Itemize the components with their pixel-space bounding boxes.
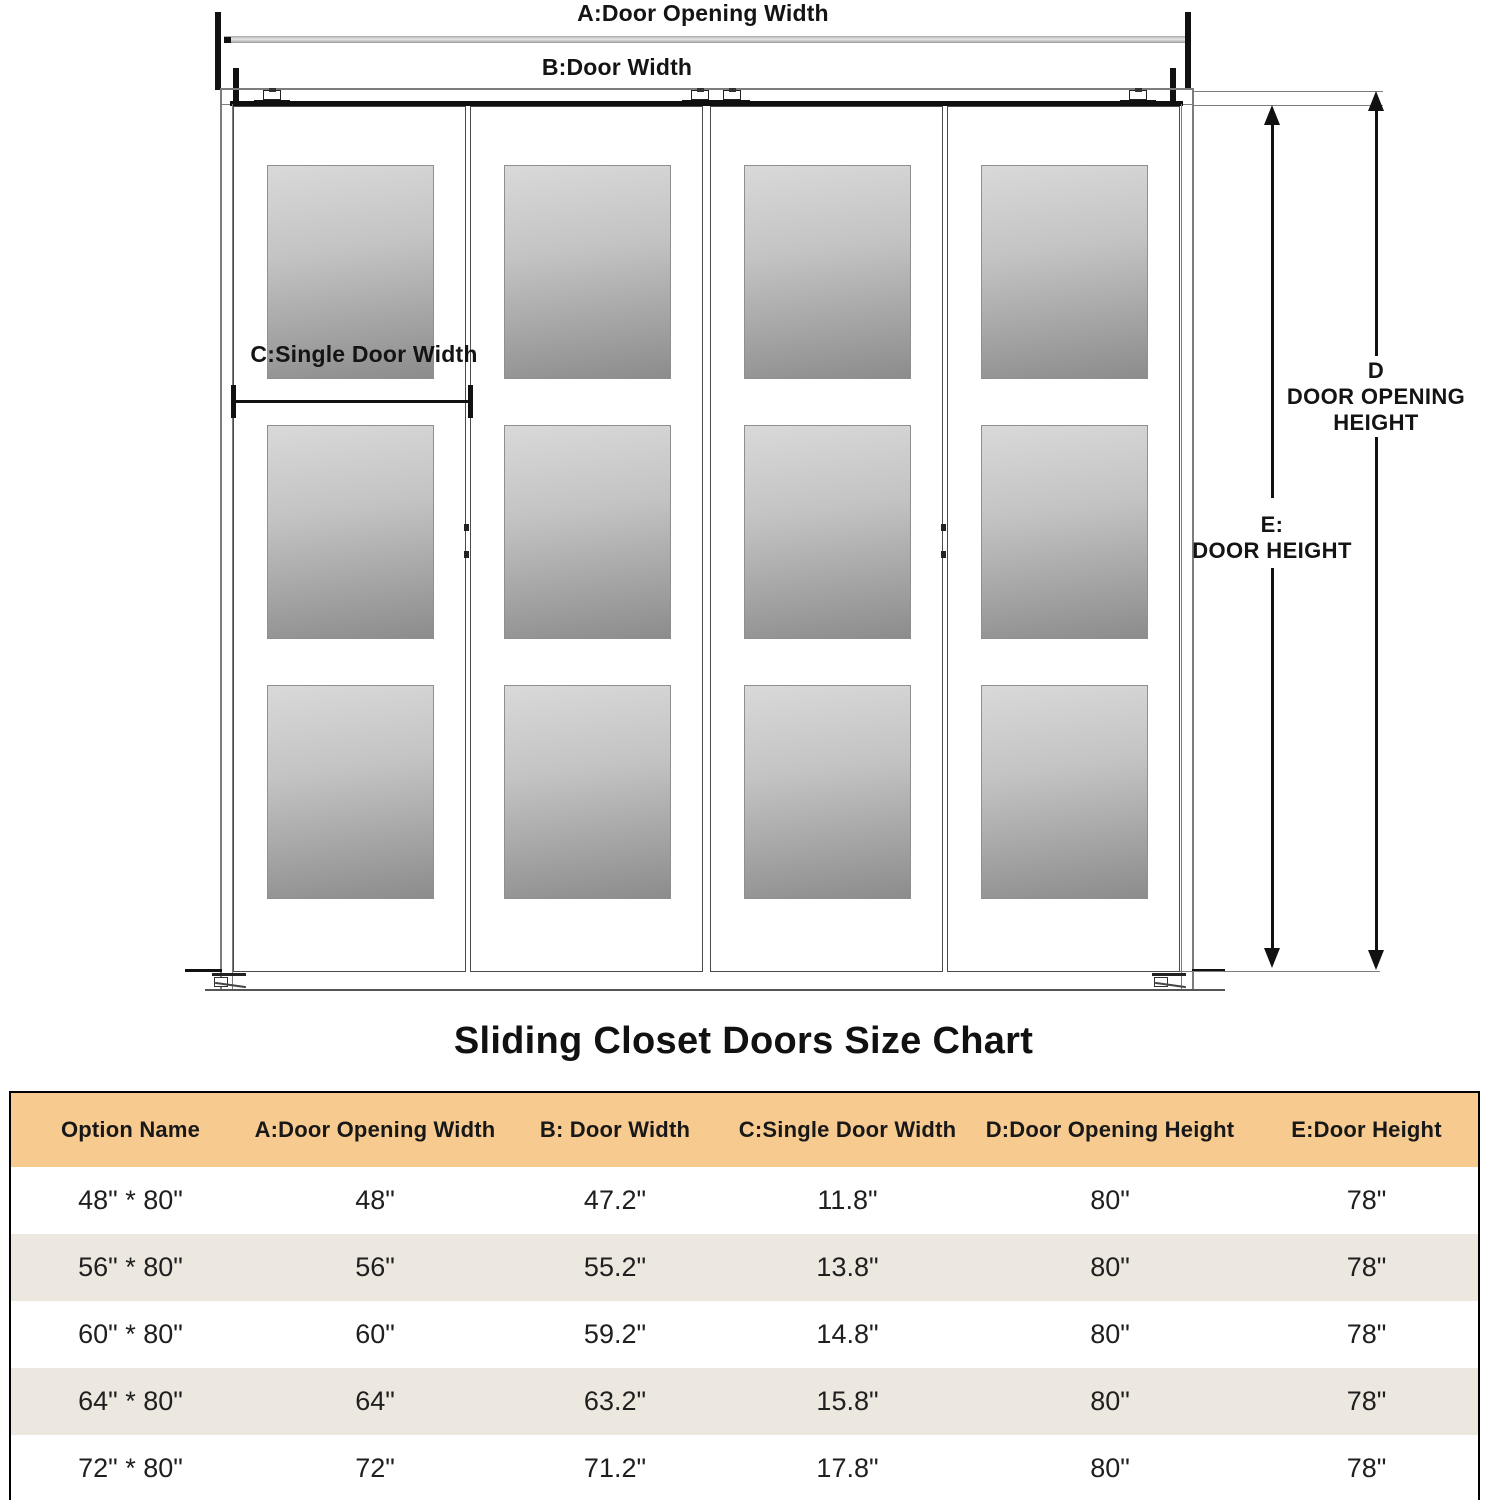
glass-pane <box>267 425 434 639</box>
table-row <box>10 1167 1479 1234</box>
table-cell: 56" * 80" <box>78 1252 183 1282</box>
dim-a-rail-end-cap <box>224 37 231 43</box>
dim-e-arrow-down-icon <box>1264 948 1280 968</box>
table-row <box>10 1435 1479 1500</box>
dim-c-label: C:Single Door Width <box>250 341 478 367</box>
table-cell: 14.8" <box>816 1319 879 1349</box>
dim-d-arrow-down-icon <box>1368 950 1384 970</box>
dim-e-line-top <box>1271 124 1274 498</box>
table-cell: 78" <box>1346 1319 1387 1349</box>
size-chart-table <box>9 1091 1480 1500</box>
table-header-row <box>10 1092 1479 1167</box>
roller-icon <box>254 88 290 103</box>
dim-a-rail <box>224 36 1185 43</box>
guide-plate <box>1152 973 1186 976</box>
guide-plate <box>212 973 246 976</box>
glass-pane <box>504 425 671 639</box>
table-cell: 72" * 80" <box>78 1453 183 1483</box>
table-cell: 80" <box>1090 1386 1130 1416</box>
glass-pane <box>744 165 911 379</box>
table-cell: 80" <box>1090 1453 1130 1483</box>
dim-e-arrow-up-icon <box>1264 105 1280 125</box>
table-cell: 56" <box>355 1252 395 1282</box>
dim-d-line-bottom <box>1375 437 1378 950</box>
jamb-right-inner <box>1181 104 1182 991</box>
dim-d-label-line1: D <box>1367 358 1385 383</box>
table-cell: 80" <box>1090 1185 1130 1215</box>
table-cell: 47.2" <box>583 1185 647 1215</box>
table-cell: 17.8" <box>816 1453 879 1483</box>
glass-pane <box>267 685 434 899</box>
glass-pane <box>504 685 671 899</box>
dim-d-label-line3: HEIGHT <box>1333 410 1419 435</box>
table-cell: 78" <box>1346 1252 1387 1282</box>
glass-pane <box>744 685 911 899</box>
table-cell: 78" <box>1346 1453 1387 1483</box>
table-cell: 48" <box>355 1185 395 1215</box>
roller-icon <box>714 88 750 103</box>
door-panel-1 <box>233 106 466 972</box>
roller-plate <box>682 100 718 103</box>
roller-knob <box>697 88 704 92</box>
table-cell: 80" <box>1090 1319 1130 1349</box>
dim-d-label-line2: DOOR OPENING <box>1286 384 1466 409</box>
dim-b-label: B:Door Width <box>541 54 693 80</box>
column-header: C:Single Door Width <box>730 1092 965 1167</box>
door-bottom-ref-line <box>1180 971 1380 972</box>
dim-c-line <box>233 400 473 403</box>
roller-icon <box>1120 88 1156 103</box>
dim-d-label <box>1287 358 1465 436</box>
glass-pane <box>744 425 911 639</box>
table-cell: 13.8" <box>816 1252 879 1282</box>
dim-a-tick-left <box>215 12 221 90</box>
table-cell: 78" <box>1346 1386 1387 1416</box>
column-header: D:Door Opening Height <box>965 1092 1255 1167</box>
dim-c-tick-right <box>468 385 473 418</box>
hinge-icon <box>941 551 946 558</box>
dim-e-line-bottom <box>1271 568 1274 948</box>
dim-e-label-line2: DOOR HEIGHT <box>1192 538 1352 563</box>
table-cell: 48" * 80" <box>78 1185 183 1215</box>
dim-e-label <box>1192 512 1352 564</box>
top-ref-line-opening <box>1193 91 1383 92</box>
column-header: E:Door Height <box>1255 1092 1479 1167</box>
bottom-tick-left <box>185 969 222 972</box>
table-cell: 72" <box>355 1453 395 1483</box>
hinge-icon <box>941 524 946 531</box>
page-title: Sliding Closet Doors Size Chart <box>453 1020 1034 1062</box>
table-cell: 78" <box>1346 1185 1387 1215</box>
dim-a-tick-right <box>1185 12 1191 90</box>
dim-d-line-top <box>1375 110 1378 356</box>
table-row <box>10 1368 1479 1435</box>
door-panel-2 <box>470 106 703 972</box>
glass-pane <box>981 685 1148 899</box>
glass-pane <box>981 165 1148 379</box>
table-row <box>10 1301 1479 1368</box>
table-cell: 59.2" <box>583 1319 647 1349</box>
dim-d-arrow-up-icon <box>1368 91 1384 111</box>
column-header: B: Door Width <box>500 1092 730 1167</box>
top-ref-line-door <box>1193 105 1383 106</box>
roller-plate <box>254 100 290 103</box>
column-header: Option Name <box>10 1092 250 1167</box>
roller-knob <box>1135 88 1142 92</box>
floor-line <box>205 989 1225 991</box>
table-cell: 71.2" <box>583 1453 647 1483</box>
table-cell: 63.2" <box>583 1386 647 1416</box>
door-panel-4 <box>947 106 1180 972</box>
dim-c-tick-left <box>231 385 236 418</box>
roller-icon <box>682 88 718 103</box>
table-cell: 64" <box>355 1386 395 1416</box>
table-cell: 55.2" <box>583 1252 647 1282</box>
table-cell: 80" <box>1090 1252 1130 1282</box>
dim-a-label: A:Door Opening Width <box>577 0 829 26</box>
table-cell: 15.8" <box>816 1386 879 1416</box>
roller-plate <box>714 100 750 103</box>
column-header: A:Door Opening Width <box>250 1092 500 1167</box>
door-panel-3 <box>710 106 943 972</box>
roller-knob <box>269 88 276 92</box>
table-cell: 60" * 80" <box>78 1319 183 1349</box>
roller-plate <box>1120 100 1156 103</box>
table-cell: 11.8" <box>817 1185 878 1215</box>
table-cell: 64" * 80" <box>78 1386 183 1416</box>
hinge-icon <box>464 524 469 531</box>
table-cell: 60" <box>355 1319 395 1349</box>
roller-knob <box>729 88 736 92</box>
dim-e-label-line1: E: <box>1260 512 1284 537</box>
jamb-left-outer <box>220 88 222 991</box>
table-body <box>10 1167 1479 1500</box>
glass-pane <box>504 165 671 379</box>
glass-pane <box>981 425 1148 639</box>
table-row <box>10 1234 1479 1301</box>
hinge-icon <box>464 551 469 558</box>
